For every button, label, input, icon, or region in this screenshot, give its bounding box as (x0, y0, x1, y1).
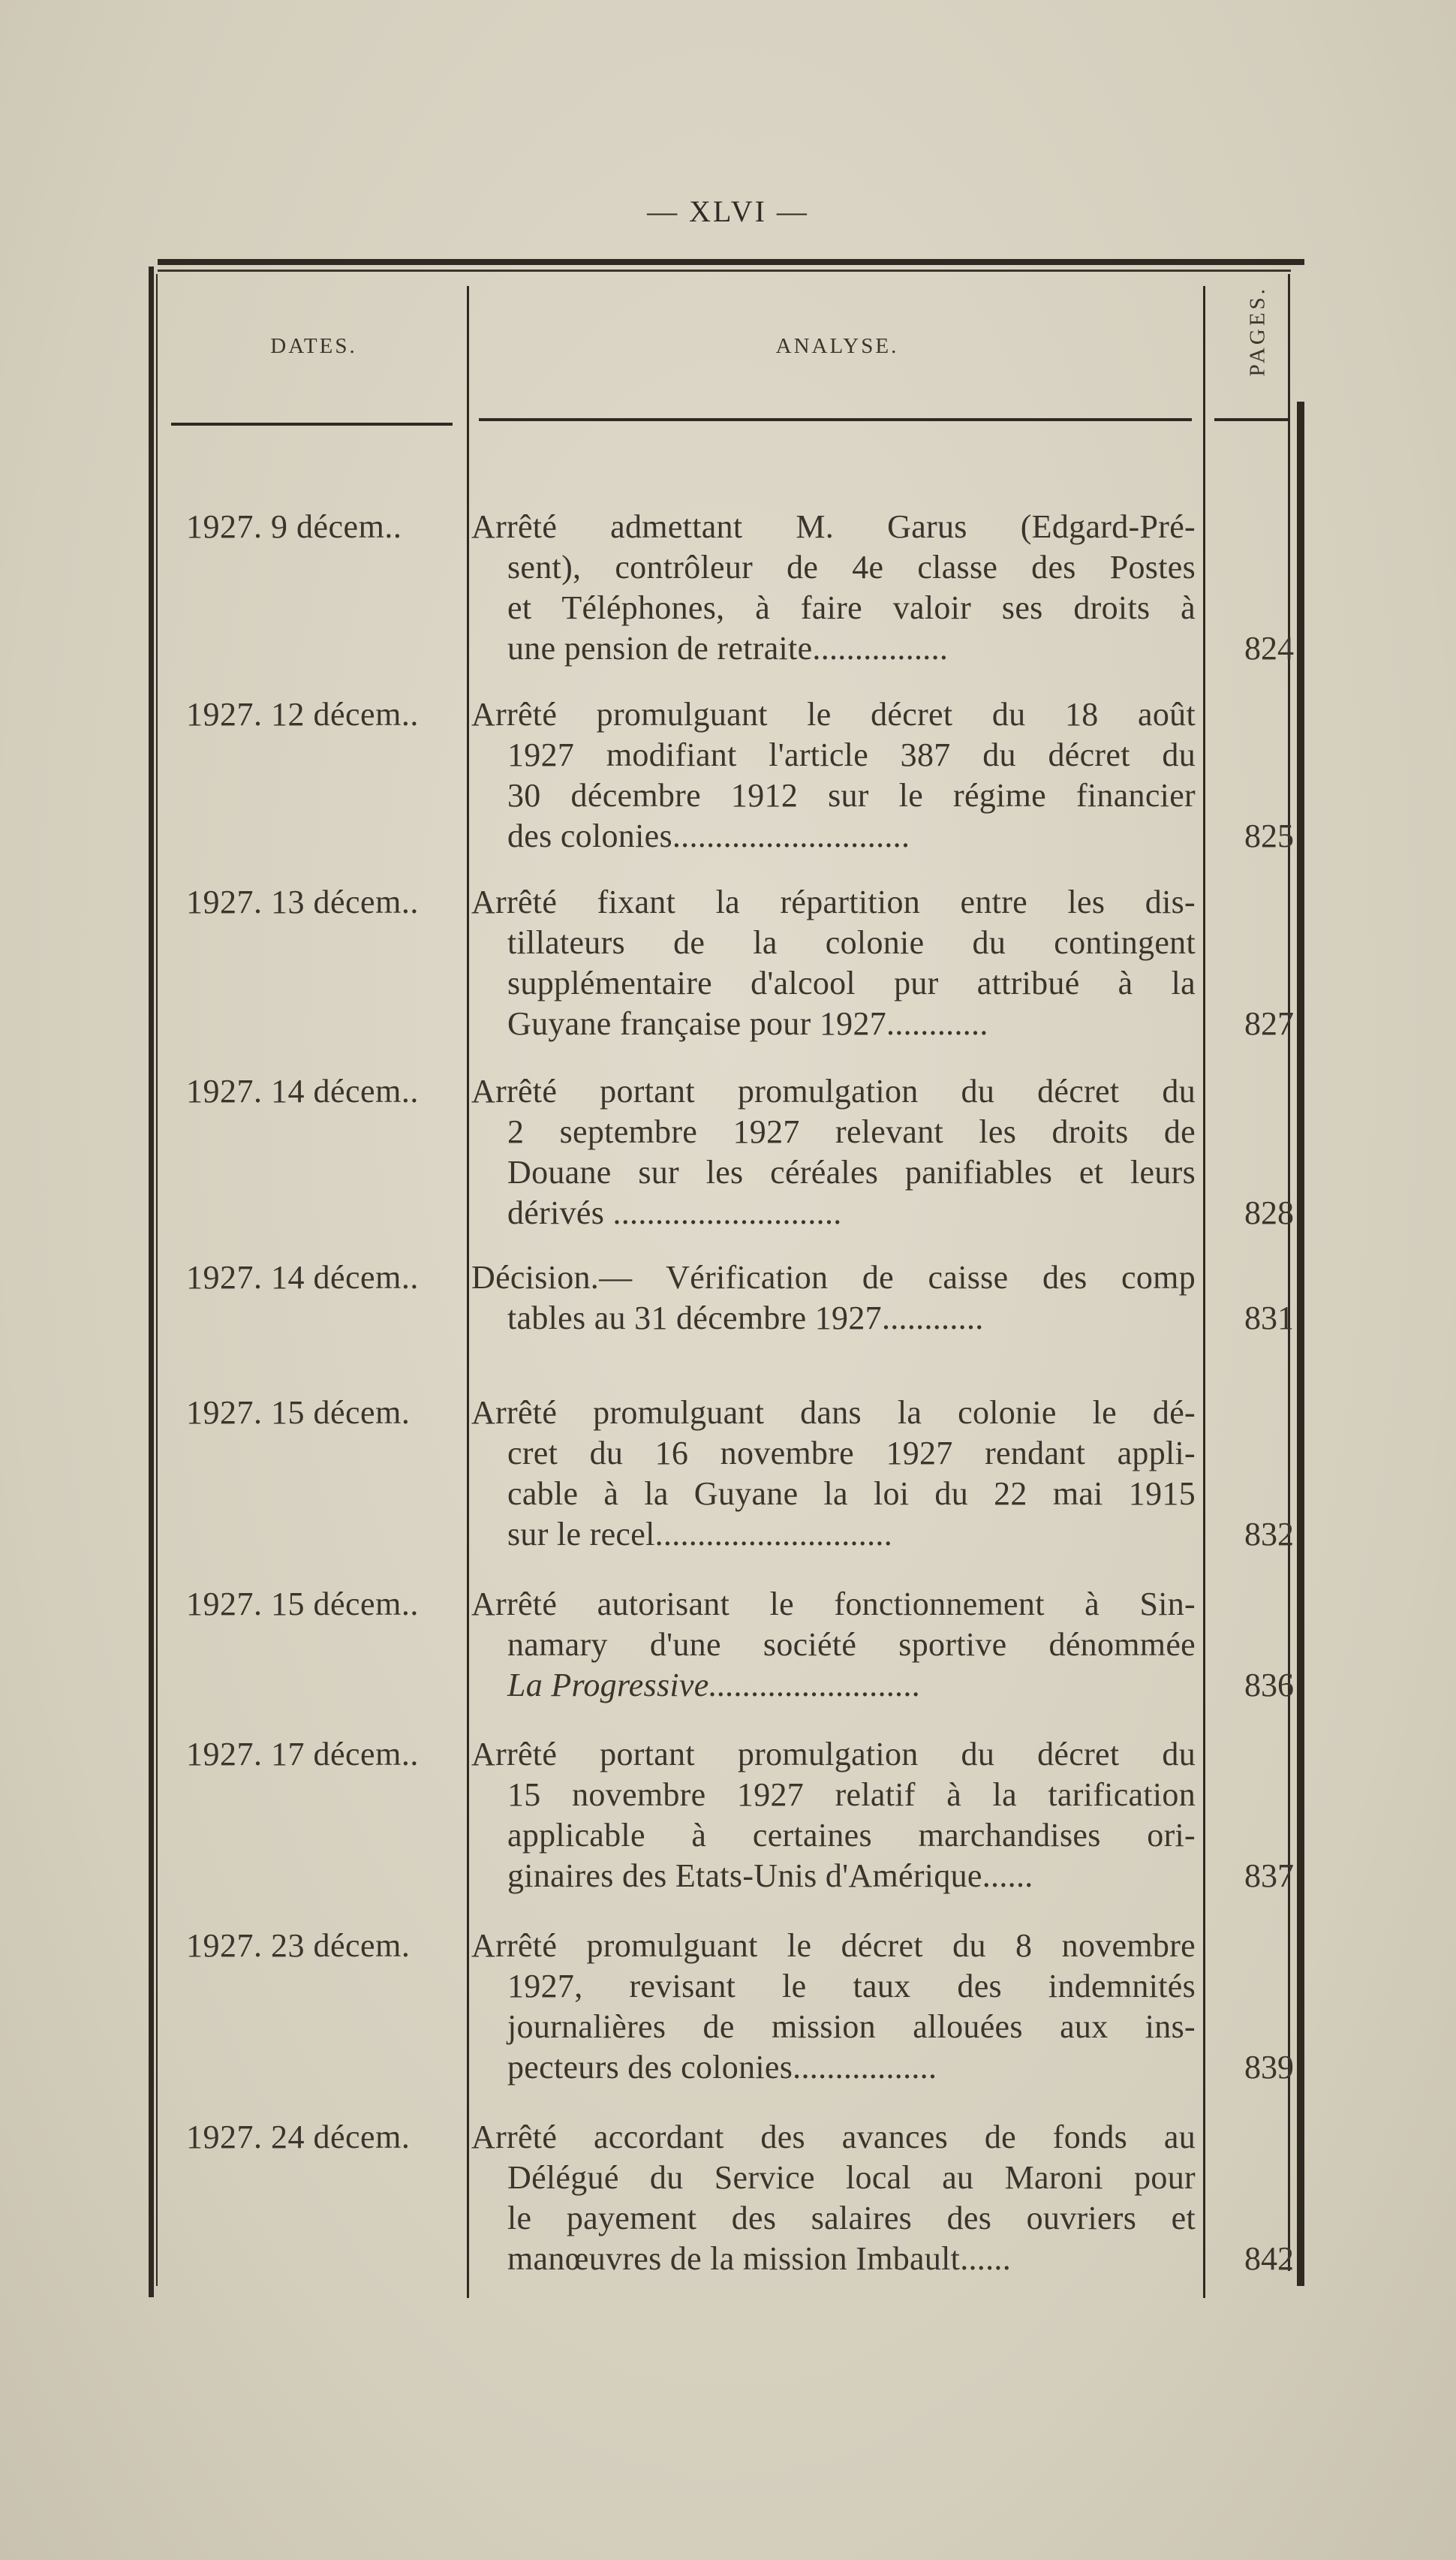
entry-analysis (471, 882, 1196, 1044)
entry-line: sent), contrôleur de 4e classe des Postes (507, 549, 1196, 586)
entry-line: Douane sur les céréales panifiables et leurs (507, 1154, 1196, 1191)
entry-page: 842 (1244, 2240, 1294, 2277)
entry-line: Arrêté promulguant le décret du 8 novembre (471, 1927, 1196, 1964)
entry-line: Arrêté promulguant le décret du 18 août (471, 696, 1196, 733)
left-border (149, 267, 154, 2297)
entry-analysis (471, 1734, 1196, 1896)
entry-analysis (471, 507, 1196, 669)
analyse-head-rule (479, 418, 1192, 421)
entry-date: 1927. 24 décem. (186, 2119, 411, 2155)
pages-header: PAGES. (1245, 286, 1270, 377)
entry-line: Arrêté promulguant dans la colonie le dé- (471, 1394, 1196, 1431)
table-top-rule-thin (158, 270, 1291, 272)
entry-analysis (471, 1071, 1196, 1233)
entry-line: tables au 31 décembre 1927............ (507, 1300, 984, 1336)
entry-date: 1927. 9 décem.. (186, 508, 402, 545)
entry-line: 15 novembre 1927 relatif à la tarification (507, 1776, 1196, 1813)
entry-line: ginaires des Etats-Unis d'Amérique...... (507, 1857, 1033, 1894)
entry-date: 1927. 12 décem.. (186, 696, 419, 733)
entry-line: Guyane française pour 1927............ (507, 1005, 988, 1042)
entry-page: 825 (1244, 818, 1294, 854)
entry-date: 1927. 23 décem. (186, 1927, 411, 1964)
entry-line: des colonies............................ (507, 818, 910, 854)
table-top-rule (158, 259, 1304, 265)
entry-analysis (471, 2117, 1196, 2279)
entry-page: 824 (1244, 630, 1294, 667)
entry-line: cable à la Guyane la loi du 22 mai 1915 (507, 1475, 1196, 1512)
entry-page: 832 (1244, 1516, 1294, 1553)
entry-date: 1927. 14 décem.. (186, 1259, 419, 1296)
entry-line: Arrêté autorisant le fonctionnement à Sin- (471, 1586, 1196, 1622)
entry-line: applicable à certaines marchandises ori- (507, 1817, 1196, 1854)
entry-analysis (471, 1926, 1196, 2088)
entry-line: Délégué du Service local au Maroni pour (507, 2159, 1196, 2196)
entry-line: Arrêté portant promulgation du décret du (471, 1736, 1196, 1772)
entry-line: manœuvres de la mission Imbault...... (507, 2240, 1011, 2277)
entry-line: dérivés ........................... (507, 1194, 842, 1231)
entry-line: sur le recel............................ (507, 1516, 892, 1553)
entry-line: Arrêté fixant la répartition entre les dis- (471, 884, 1196, 920)
analyse-separator (1203, 286, 1205, 2298)
entry-line: une pension de retraite................ (507, 630, 949, 667)
entry-line: le payement des salaires des ouvriers et (507, 2200, 1196, 2236)
entry-line: 1927, revisant le taux des indemnités (507, 1968, 1196, 2004)
entry-line: journalières de mission allouées aux ins- (507, 2008, 1196, 2045)
entry-line: Arrêté admettant M. Garus (Edgard-Pré- (471, 508, 1196, 545)
dates-head-rule (171, 423, 453, 426)
entry-line: cret du 16 novembre 1927 rendant appli- (507, 1435, 1196, 1471)
entry-analysis (471, 1257, 1196, 1339)
entry-line: pecteurs des colonies................. (507, 2049, 937, 2086)
entry-analysis (471, 1393, 1196, 1555)
entry-date: 1927. 15 décem.. (186, 1586, 419, 1622)
entry-line: namary d'une société sportive dénommée (507, 1626, 1196, 1663)
entry-analysis (471, 694, 1196, 857)
entry-line: tillateurs de la colonie du contingent (507, 924, 1196, 961)
entry-page: 837 (1244, 1857, 1294, 1894)
right-border-thin (1288, 274, 1290, 2271)
entry-line: Arrêté accordant des avances de fonds au (471, 2119, 1196, 2155)
entry-line: et Téléphones, à faire valoir ses droits à (507, 589, 1196, 626)
left-border-inner (156, 274, 158, 2286)
entry-page: 827 (1244, 1005, 1294, 1042)
entry-analysis (471, 1584, 1196, 1706)
entry-date: 1927. 14 décem.. (186, 1073, 419, 1110)
entry-date: 1927. 13 décem.. (186, 884, 419, 920)
entry-page: 828 (1244, 1194, 1294, 1231)
running-head: — XLVI — (647, 194, 809, 228)
entry-page: 839 (1244, 2049, 1294, 2086)
entry-page: 831 (1244, 1300, 1294, 1336)
index-table (149, 259, 1304, 2297)
entry-line: Décision.— Vérification de caisse des comp (471, 1259, 1196, 1296)
entry-date: 1927. 15 décem. (186, 1394, 411, 1431)
entry-line: 30 décembre 1912 sur le régime financier (507, 777, 1196, 814)
entry-line: La Progressive......................... (507, 1667, 922, 1703)
entry-line: Arrêté portant promulgation du décret du (471, 1073, 1196, 1110)
pages-head-rule (1214, 418, 1289, 421)
dates-header: DATES. (270, 334, 357, 358)
entry-line: 1927 modifiant l'article 387 du décret du (507, 736, 1196, 773)
entry-line: supplémentaire d'alcool pur attribué à la (507, 965, 1196, 1001)
right-border (1297, 402, 1304, 2286)
entry-line: 2 septembre 1927 relevant les droits de (507, 1113, 1196, 1150)
analyse-header: ANALYSE. (775, 334, 899, 358)
entry-page: 836 (1244, 1667, 1294, 1703)
entry-date: 1927. 17 décem.. (186, 1736, 419, 1772)
